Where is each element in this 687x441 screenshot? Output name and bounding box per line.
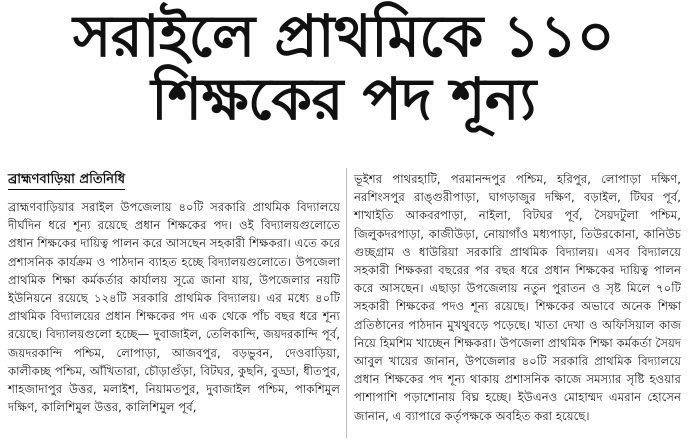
headline [0,2,687,133]
headline-line-2: শিক্ষকের পদ শূন্য [151,64,536,133]
article-column-right [354,170,681,425]
column-divider [346,168,347,438]
byline: ব্রাহ্মণবাড়িয়া প্রতিনিধি [8,173,125,190]
article-paragraph: ভূইশর পাথরহাটি, পরমানন্দপুর পশ্চিম, হরিপুর, লোপাড়া দক্ষিণ, নরশিংসপুর রাঙ্গুরীপাড়া, ঘাগড়াজুর দক্ষিণ, বড়াইল, টিঘর পূর্ব, শাখাইতি আকবরপাড়া, নাইলা, বিটঘর পূর্ব, সৈয়দটুলা পশ্চিম, জিলুকদরপাড়া, কাজীউড়া, নোয়াগাঁও মধ্যপাড়া, তিউরকোনা, কানিউচ গুচ্ছগ্রাম ও ধাউরিয়া সরকারি প্রাথমিক বিদ্যালয়। এসব বিদ্যালয়ে সহকারী শিক্ষকরা বছরের পর বছর ধরে প্রধান শিক্ষকের দায়িত্ব পালন করে আসছেন। এছাড়া উপজেলায় নতুন পুরাতন ও সৃষ্ট মিলে ৭০টি সহকারী শিক্ষকের পদও শূন্য রয়েছে। শিক্ষকের অভাবে অনেক শিক্ষা প্রতিষ্ঠানের পাঠদান মুখথুবড়ে পড়েছে। খাতা দেখা ও অফিসিয়াল কাজ নিয়ে হিমশিম খাচ্ছেন শিক্ষকরা। উপজেলা প্রাথমিক শিক্ষা কর্মকর্তা সৈয়দ আবুল খায়ের জানান, উপজেলার ৪০টি সরকারি প্রাথমিক বিদ্যালয়ে প্রধান শিক্ষকের পদ শূন্য থাকায় প্রশাসনিক কাজে সমস্যার সৃষ্টি হওয়ার পাশাপাশি পড়াশোনায় বিঘ্ন হচ্ছে। ইউএনও মোহাম্মদ এমরান হোসেন জানান, এ ব্যাপারে কর্তৃপক্ষকে অবহিত করা হয়েছে। [354,172,681,423]
article-column-left [8,198,340,416]
article-paragraph: ব্রাহ্মণবাড়িয়ার সরাইল উপজেলায় ৪০টি সরকারি প্রাথমিক বিদ্যালয়ে দীর্ঘদিন ধরে শূন্য রয়েছে প্রধান শিক্ষকের পদ। ওই বিদ্যালয়গুলোতে প্রধান শিক্ষকের দায়িত্ব পালন করে আসছেন সহকারী শিক্ষকরা। এতে করে প্রশাসনিক কার্যক্রম ও পাঠদান ব্যাহত হচ্ছে বিদ্যালয়গুলোতে। উপজেলা প্রাথমিক শিক্ষা কর্মকর্তার কার্যালয় সূত্রে জানা যায়, উপজেলার নয়টি ইউনিয়নে রয়েছে ১২৪টি সরকারি প্রাথমিক বিদ্যালয়। এর মধ্যে ৪০টি প্রাথমিক বিদ্যালয়ের প্রধান শিক্ষকের পদ এক থেকে পাঁচ বছর ধরে শূন্য রয়েছে। বিদ্যালয়গুলো হচ্ছে— দুবাজাইল, তেলিকান্দি, জয়দরকান্দি পূর্ব, জয়দরকান্দি পশ্চিম, লোপাড়া, আজবপুর, বড়ভুবন, দেওবাড়িয়া, কালীকচ্ছ পশ্চিম, আঁখিতারা, চৌড়াগুঁড়া, বিটঘর, কুছনি, বুড্ডা, ধীতপুর, শাহজাদাপুর উত্তর, মলাইশ, নিয়ামতপুর, দুবাজাইল পশ্চিম, পাকশিমুল দক্ষিণ, কালিশিমুল উত্তর, কালিশিমুল পূর্ব, [8,200,340,415]
headline-line-1: সরাইলে প্রাথমিকে ১১০ [73,2,614,70]
